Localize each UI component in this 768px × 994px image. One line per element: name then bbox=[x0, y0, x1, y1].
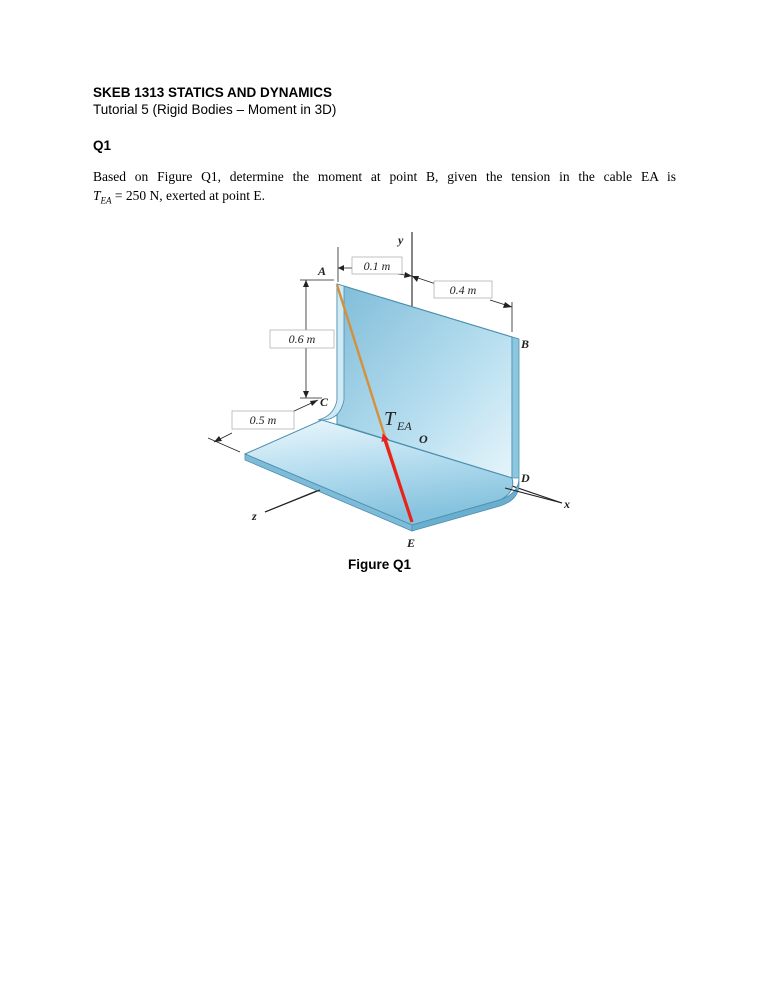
tension-value: = 250 N, exerted at point E. bbox=[111, 188, 265, 203]
question-label: Q1 bbox=[93, 138, 112, 153]
dim-0.5: 0.5 m bbox=[249, 413, 277, 427]
dim-0.4: 0.4 m bbox=[449, 283, 477, 297]
figure-caption: Figure Q1 bbox=[348, 557, 412, 572]
force-label-t: T bbox=[384, 408, 396, 430]
label-a: A bbox=[318, 264, 327, 278]
course-title: SKEB 1313 STATICS AND DYNAMICS bbox=[93, 85, 333, 100]
label-e: E bbox=[407, 536, 416, 550]
axis-label-y: y bbox=[398, 233, 404, 247]
label-d: D bbox=[521, 471, 530, 485]
label-b: B bbox=[521, 337, 530, 351]
back-plate-side-edge bbox=[512, 337, 519, 478]
tutorial-title: Tutorial 5 (Rigid Bodies – Moment in 3D) bbox=[93, 102, 337, 117]
dim-0.1: 0.1 m bbox=[363, 259, 391, 273]
label-c: C bbox=[320, 395, 329, 409]
tension-symbol: T bbox=[93, 188, 101, 203]
force-label-sub: EA bbox=[397, 419, 412, 433]
dim-0.6: 0.6 m bbox=[288, 332, 316, 346]
axis-label-x: x bbox=[564, 497, 570, 511]
axis-label-z: z bbox=[252, 509, 257, 523]
question-line-1: Based on Figure Q1, determine the moment at point B, given the tension in the cable EA is bbox=[93, 169, 676, 184]
tension-subscript: EA bbox=[100, 195, 112, 206]
label-o: O bbox=[419, 432, 428, 446]
